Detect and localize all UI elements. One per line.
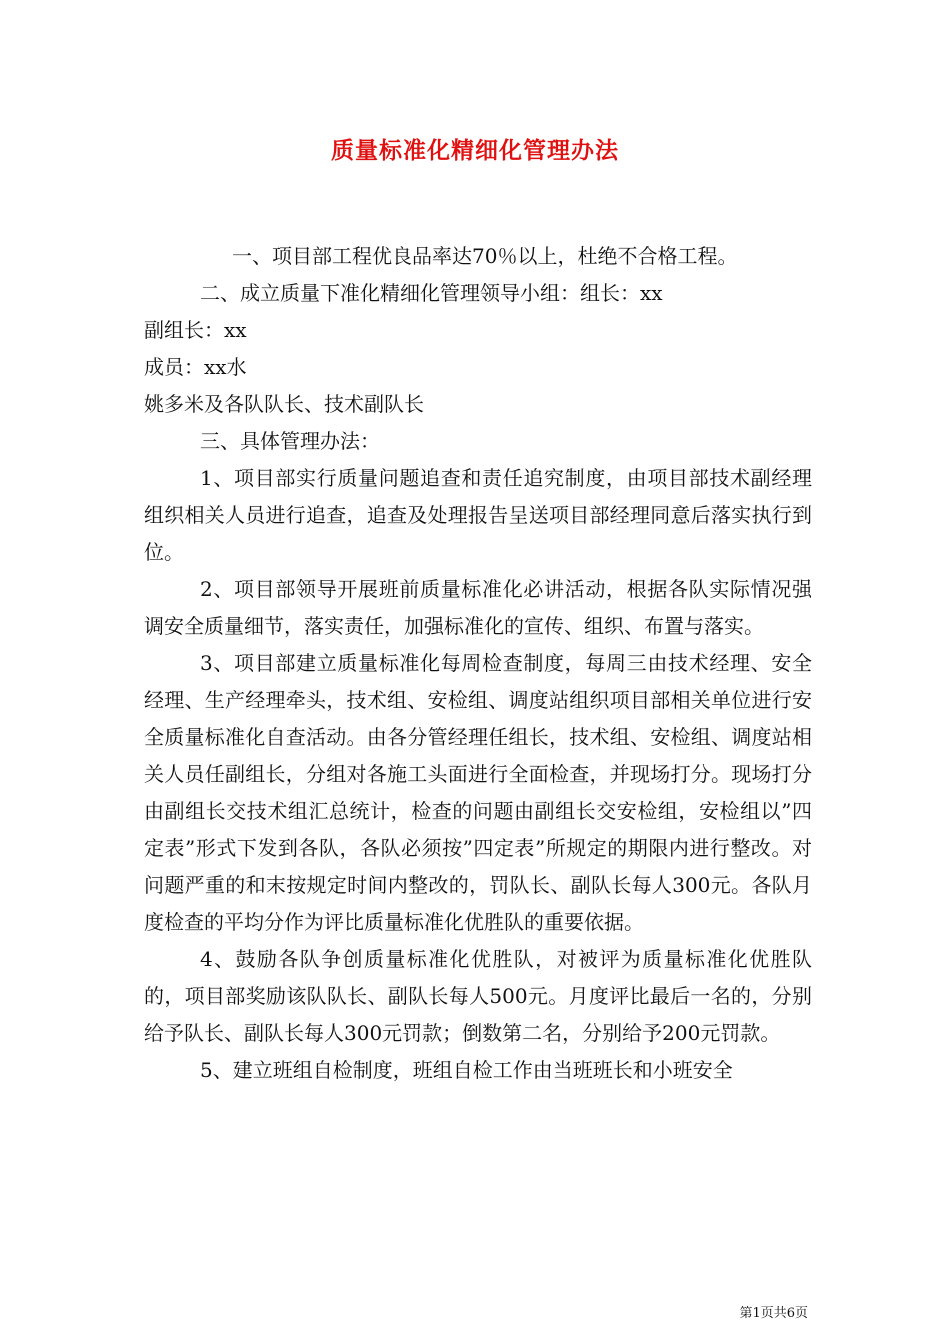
paragraph-item-3: 3、项目部建立质量标准化每周检查制度，每周三由技术经理、安全经理、生产经理牵头，技术组、安检组、调度站组织项目部相关单位进行安全质量标准化自查活动。由各分管经理任组长，技术组、安检组、调度站相关人员任副组长，分组对各施工头面进行全面检查，并现场打分。现场打分由副组长交技术组汇总统计，检查的问题由副组长交安检组，安检组以”四定表”形式下发到各队，各队必须按”四定表”所规定的期限内进行整改。对问题严重的和末按规定时间内整改的，罚队长、副队长每人300元。各队月度检查的平均分作为评比质量标准化优胜队的重要依据。 [144,651,812,934]
paragraph-deputy-leader: 副组长：xx [144,318,247,342]
paragraph-item-2: 2、项目部领导开展班前质量标准化必讲活动，根据各队实际情况强调安全质量细节，落实责任，加强标准化的宣传、组织、布置与落实。 [144,577,812,638]
paragraph-members-cont: 姚多米及各队队长、技术副队长 [144,392,424,416]
paragraph-goal: 一、项目部工程优良品率达70％以上，杜绝不合格工程。 [232,244,738,268]
paragraph-leadership-group: 二、成立质量下准化精细化管理领导小组：组长：xx [200,281,663,305]
paragraph-item-1: 1、项目部实行质量问题追查和责任追究制度，由项目部技术副经理组织相关人员进行追查，追查及处理报告呈送项目部经理同意后落实执行到位。 [144,466,812,564]
document-body [144,238,812,1089]
paragraph-item-4: 4、鼓励各队争创质量标准化优胜队，对被评为质量标准化优胜队的，项目部奖励该队队长、副队长每人500元。月度评比最后一名的，分别给予队长、副队长每人300元罚款；倒数第二名，分别给予200元罚款。 [144,947,812,1045]
paragraph-members: 成员：xx水 [144,355,247,379]
paragraph-section-three: 三、具体管理办法： [200,429,380,453]
document-title: 质量标准化精细化管理办法 [331,137,619,164]
page-number: 第1页共6页 [739,1306,808,1321]
paragraph-item-5: 5、建立班组自检制度，班组自检工作由当班班长和小班安全 [200,1058,733,1082]
